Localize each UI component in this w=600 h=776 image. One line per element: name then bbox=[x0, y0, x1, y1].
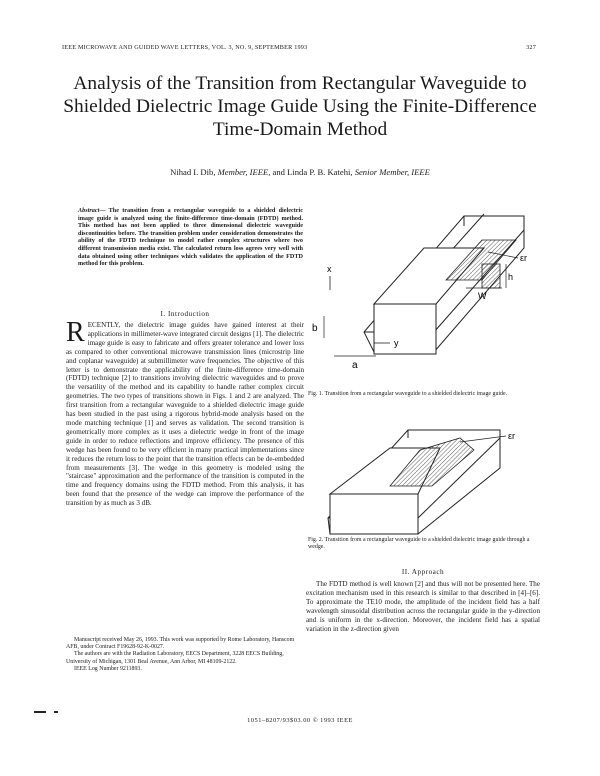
footnote-affiliation: The authors are with the Radiation Laboratory, EECS Department, 3228 EECS Building, University of Michigan, 1301 Beal Avenue, Ann Arbor, MI 48109-2122. bbox=[66, 651, 284, 665]
author-2: Linda P. B. Katehi, bbox=[287, 167, 353, 177]
footnotes bbox=[66, 637, 304, 673]
edge-mark bbox=[34, 711, 46, 713]
author-2-role: Senior Member, IEEE bbox=[354, 167, 430, 177]
abstract bbox=[78, 207, 303, 268]
figure-1-caption: Fig. 1. Transition from a rectangular waveguide to a shielded dielectric image guide. bbox=[308, 391, 508, 397]
figure-1-diagram bbox=[306, 200, 542, 380]
label-epsilon-r-2: εr bbox=[508, 431, 516, 441]
edge-mark-small bbox=[54, 711, 58, 713]
running-header bbox=[62, 44, 536, 54]
label-epsilon-r: εr bbox=[520, 253, 528, 263]
paper-title: Analysis of the Transition from Rectangular Waveguide to Shielded Dielectric Image Guide Using the Finite-Difference Time-Domain Method bbox=[63, 73, 537, 140]
waveguide-front-face bbox=[374, 304, 436, 354]
figure-2-diagram bbox=[310, 408, 536, 536]
author-connector: and bbox=[272, 167, 285, 177]
approach-body: The FDTD method is well known [2] and thus will not be presented here. The excitation mechanism used in this research is similar to that described in [4]–[6]. To approximate the TE10 mode, the amplitude of the incident field has a half wavelength sinusoidal distribution across the rectangular guide in the y-direction and is uniform in the x-direction. Moreover, the incident field has a spatial variation in the z-direction given bbox=[306, 580, 540, 633]
label-x: x bbox=[327, 264, 332, 274]
footnote-manuscript: Manuscript received May 26, 1993. This work was supported by Rome Laboratory, Hanscom AFB, under Contract F19628-92-K-0027. bbox=[66, 637, 295, 651]
waveguide-front-face-2 bbox=[330, 494, 418, 534]
author-1-role: Member, IEEE, bbox=[217, 167, 271, 177]
author-line bbox=[60, 167, 540, 177]
journal-header: IEEE MICROWAVE AND GUIDED WAVE LETTERS, VOL. 3, NO. 9, SEPTEMBER 1993 bbox=[62, 44, 308, 51]
drop-cap: R bbox=[66, 317, 85, 348]
label-a: a bbox=[352, 360, 358, 371]
page-number: 327 bbox=[526, 44, 536, 51]
abstract-text: The transition from a rectangular waveguide to a shielded dielectric image guide is analyzed using the finite-difference time-domain (FDTD) method. This method has not been applied to three dimensional dielectric waveguide discontinuities before. The transition problem under consideration demonstrates the ability of the FDTD technique to model rather complex structures where two different transmission media exist. The calculated return loss agrees very well with data obtained using other techniques which validates the application of the FDTD method for this problem. bbox=[78, 207, 304, 268]
author-1: Nihad I. Dib, bbox=[170, 167, 216, 177]
copyright-footer: 1051–8207/93$03.00 © 1993 IEEE bbox=[247, 717, 353, 724]
introduction-text: ECENTLY, the dielectric image guides have gained interest at their applications in millimeter-wave integrated circuit designs [1]. The dielectric image guide is easy to fabricate and offers greater tolerance and lower loss as compared to other conventional microwave transmission lines (microstrip line and coplanar waveguide) at submillimeter wave frequencies. The objective of this letter is to demonstrate the applicability of the finite-difference time-domain (FDTD) technique [2] to transitions involving dielectric waveguides and to prove the versatility of the method and its capability to handle rather complex circuit geometries. The two types of transitions shown in Figs. 1 and 2 are analyzed. The first transition from a rectangular waveguide to a shielded dielectric image guide has been studied in the past using a rigorous hybrid-mode analysis based on the mode matching technique [1] and serves as validation. The second transition is geometrically more complex as it uses a dielectric wedge in front of the image guide in order to reduce reflections and improve efficiency. The presence of this wedge has been found to be very efficient in many practical implementations since it reduces the return loss to the point that the transition effects can be de-embedded from measurements [3]. The wedge in this geometry is modeled using the "staircase" approximation and the performance of the transition is computed in the time and frequency domains using the FDTD method. From this analysis, it has been found that the presence of the wedge can improve the performance of the transition by as much as 3 dB. bbox=[66, 321, 304, 508]
label-h: h bbox=[508, 272, 514, 282]
abstract-lead: Abstract— bbox=[78, 207, 106, 214]
section-heading-approach: II. Approach bbox=[401, 568, 445, 576]
dielectric-guide-face bbox=[482, 264, 500, 288]
label-b: b bbox=[312, 323, 318, 334]
label-w: W bbox=[478, 291, 487, 301]
introduction-body bbox=[66, 317, 304, 508]
label-y: y bbox=[394, 338, 399, 348]
section-heading-introduction: I. Introduction bbox=[160, 310, 210, 318]
footnote-log-number: IEEE Log Number 9211893. bbox=[74, 665, 142, 672]
figure-2-caption: Fig. 2. Transition from a rectangular waveguide to a shielded dielectric image guide through a wedge. bbox=[308, 537, 530, 551]
